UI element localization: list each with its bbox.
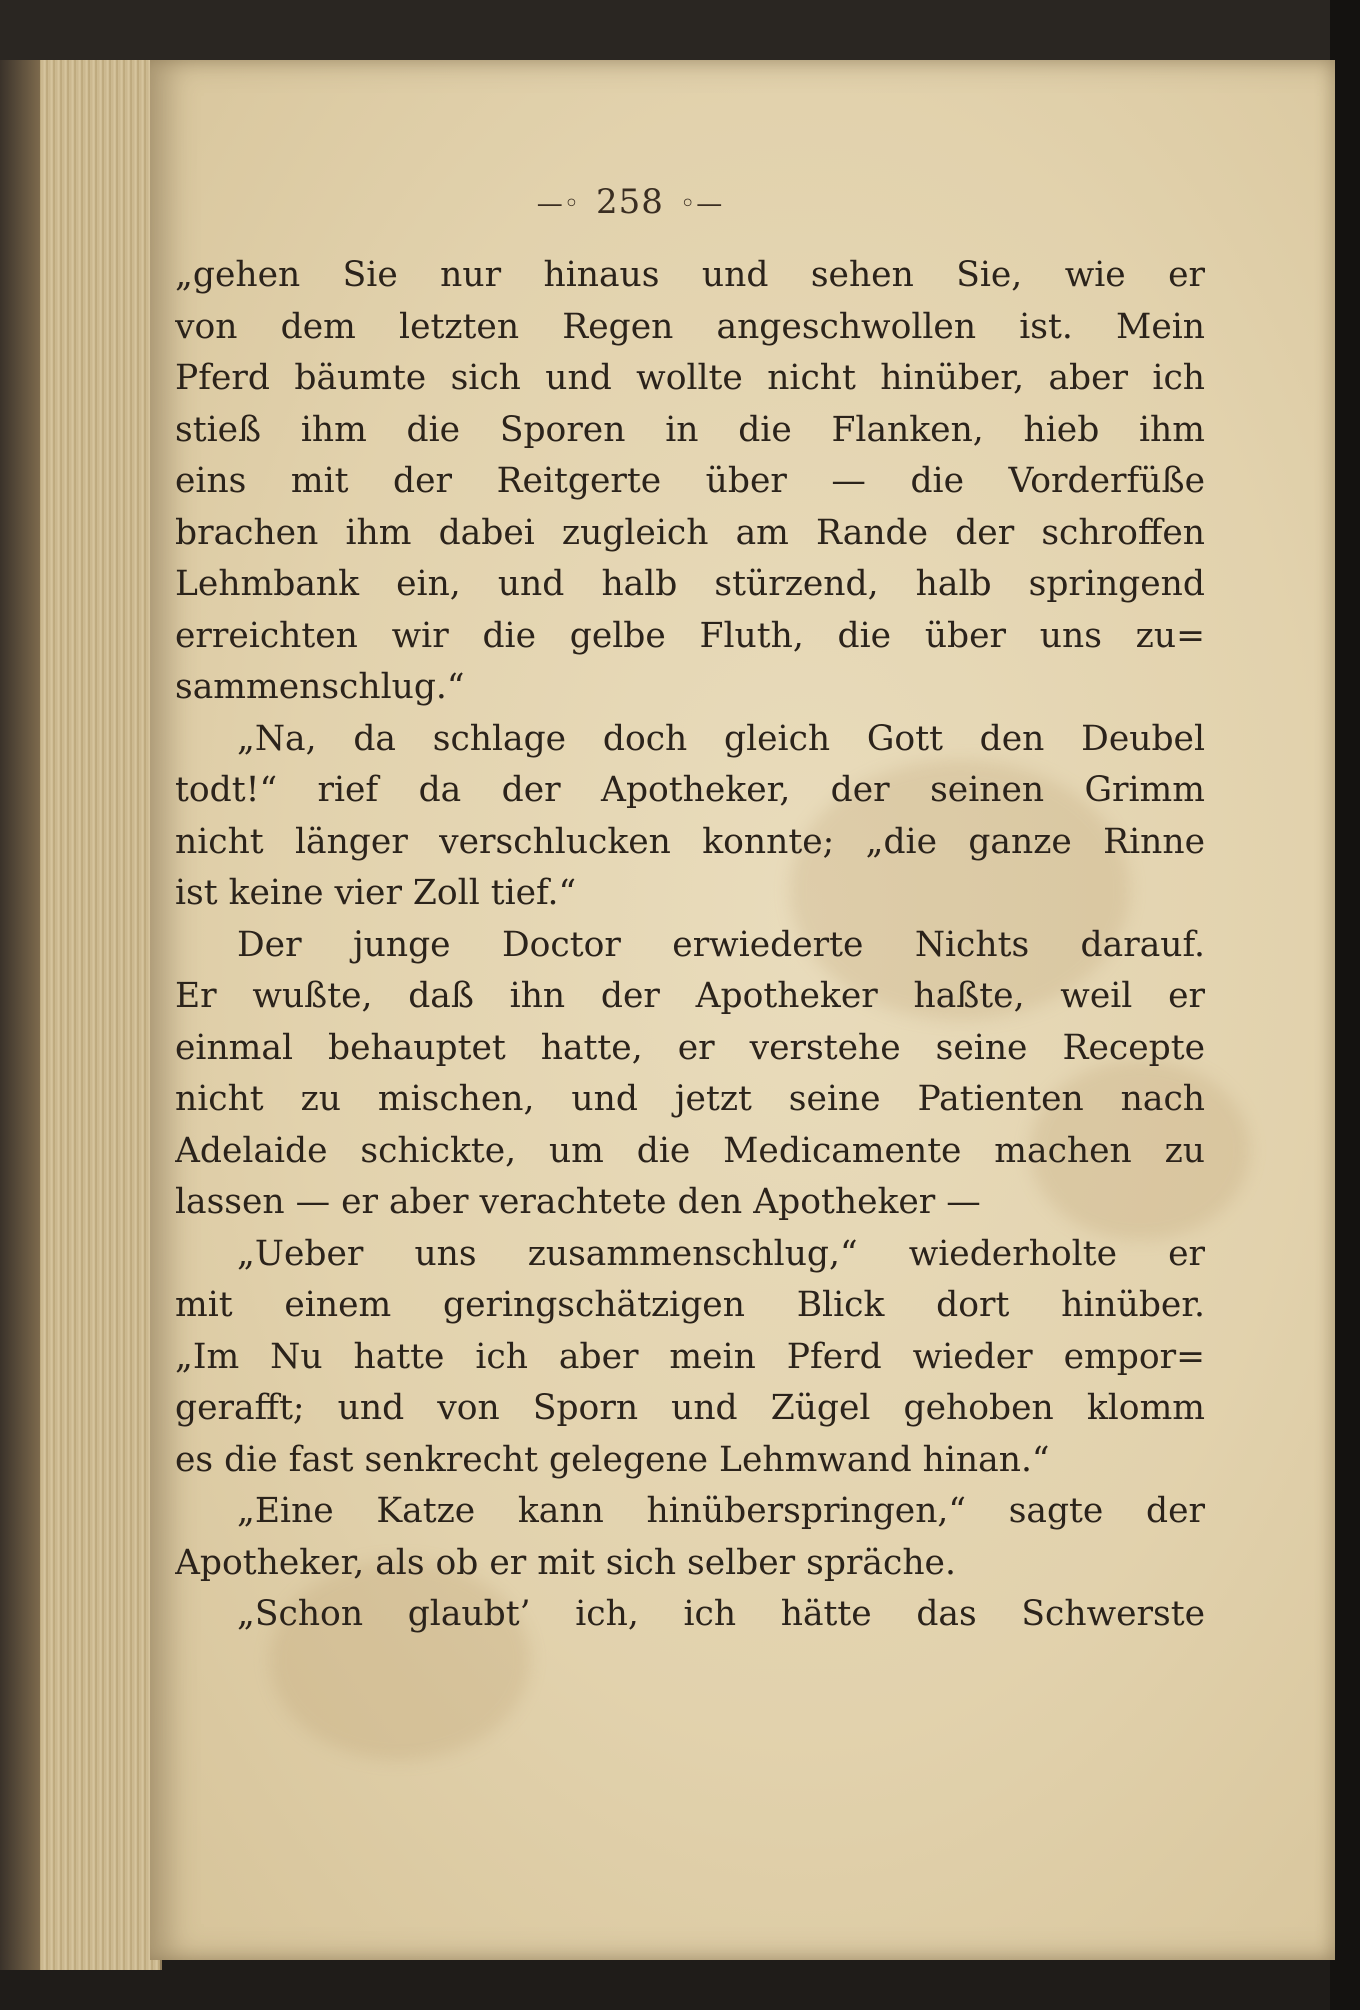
page-number-value: 258 bbox=[596, 182, 664, 222]
text-line: ist keine vier Zoll tief.“ bbox=[175, 873, 577, 913]
text-line: Adelaide schickte, um die Medicamente machen zu bbox=[175, 1130, 1205, 1171]
text-line: Der junge Doctor erwiederte Nichts darauf. bbox=[237, 924, 1205, 965]
text-line: stieß ihm die Sporen in die Flanken, hieb ihm bbox=[175, 409, 1205, 450]
text-line: einmal behauptet hatte, er verstehe seine Recepte bbox=[175, 1027, 1205, 1068]
ornament-left-icon: —◦ bbox=[536, 189, 581, 219]
text-line: eins mit der Reitgerte über — die Vorderfüße bbox=[175, 461, 1205, 501]
text-line: „Ueber uns zusammenschlug,“ wiederholte er bbox=[237, 1233, 1205, 1274]
text-line: Er wußte, daß ihn der Apotheker haßte, weil er bbox=[175, 976, 1205, 1016]
text-line: erreichten wir die gelbe Fluth, die über uns zu= bbox=[175, 615, 1205, 656]
text-line: „Eine Katze kann hinüberspringen,“ sagte der bbox=[237, 1491, 1205, 1531]
ornament-right-icon: ◦— bbox=[679, 189, 724, 219]
text-line: „Im Nu hatte ich aber mein Pferd wieder empor= bbox=[175, 1336, 1205, 1377]
body-text bbox=[175, 250, 1205, 1641]
text-line: Lehmbank ein, und halb stürzend, halb springend bbox=[175, 564, 1205, 604]
text-line: brachen ihm dabei zugleich am Rande der schroffen bbox=[175, 512, 1205, 553]
text-line: „gehen Sie nur hinaus und sehen Sie, wie er bbox=[175, 255, 1205, 295]
book-page-edges bbox=[0, 60, 162, 1970]
text-line: nicht zu mischen, und jetzt seine Patienten nach bbox=[175, 1079, 1205, 1119]
text-line: „Schon glaubt’ ich, ich hätte das Schwerste bbox=[237, 1594, 1205, 1634]
page-number bbox=[480, 182, 780, 222]
text-line: lassen — er aber verachtete den Apotheker — bbox=[175, 1182, 981, 1222]
text-line: Pferd bäumte sich und wollte nicht hinüber, aber ich bbox=[175, 358, 1205, 398]
text-line: von dem letzten Regen angeschwollen ist. Mein bbox=[175, 306, 1205, 347]
text-line: gerafft; und von Sporn und Zügel gehoben klomm bbox=[175, 1388, 1205, 1428]
text-line: es die fast senkrecht gelegene Lehmwand hinan.“ bbox=[175, 1439, 1050, 1480]
text-line: Apotheker, als ob er mit sich selber spräche. bbox=[175, 1542, 956, 1583]
text-line: „Na, da schlage doch gleich Gott den Deubel bbox=[237, 718, 1205, 759]
text-line: mit einem geringschätzigen Blick dort hinüber. bbox=[175, 1285, 1205, 1325]
text-line: sammenschlug.“ bbox=[175, 667, 465, 707]
text-line: todt!“ rief da der Apotheker, der seinen Grimm bbox=[175, 770, 1205, 810]
text-line: nicht länger verschlucken konnte; „die ganze Rinne bbox=[175, 821, 1205, 862]
